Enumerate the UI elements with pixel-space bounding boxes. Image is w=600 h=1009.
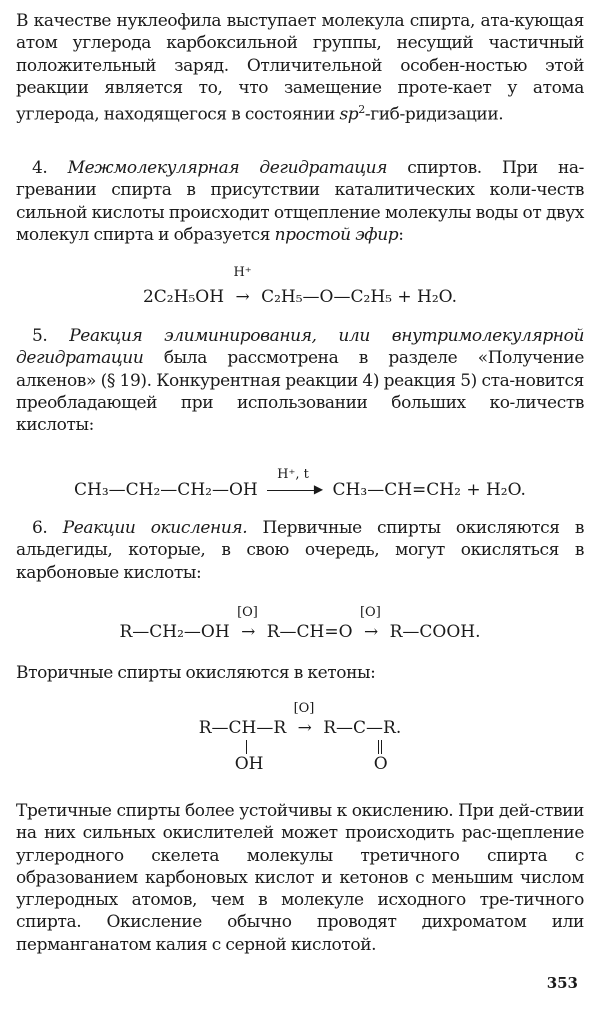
- eq-products: C₂H₅—O—C₂H₅ + H₂O.: [261, 287, 457, 307]
- paragraph-elimination: [16, 325, 584, 436]
- eq-ketone: R—C—R.: [323, 718, 402, 738]
- term-oxidation: Реакции окисления.: [62, 518, 248, 538]
- eq-aldehyde: R—CH=O: [266, 622, 353, 642]
- term-ether: простой эфир: [274, 224, 399, 245]
- item-number: 4.: [32, 158, 48, 178]
- paragraph-text: В качестве нуклеофила выступает молекула спирта, ата-кующая атом углерода карбоксильной группы, несущий частичный положительный заряд. Отличительной особен-ностью этой реакции является то, что замещение проте-кает у атома углерода, находящегося в состоянии: [16, 11, 584, 125]
- reaction-arrow: →: [363, 622, 379, 642]
- eq-reactant: 2C₂H₅OH: [142, 287, 225, 307]
- equation-primary-oxidation: [0, 605, 600, 642]
- paragraph-tertiary: Третичные спирты более устойчивы к окислению. При дей-ствии на них сильных окислителей может происходить рас-щепление углеродного скелета молекулы третичного спирта с образованием карбоновых кислот и кетонов с меньшим числом углеродных атомов, чем в молекуле исходного тре-тичного спирта. Окисление обычно проводят дихроматом или перманганатом калия с серной кислотой.: [16, 801, 584, 955]
- paragraph-text: спиртов. При на-гревании спирта в присутствии каталитических коли-честв сильной кислоты происходит отщепление молекулы воды от двух молекул спирта и образуется: [16, 158, 584, 245]
- eq-primary-alcohol: R—CH₂—OH: [119, 622, 230, 642]
- reaction-arrow: →: [297, 718, 312, 738]
- eq-products: CH₃—CH=CH₂ + H₂O.: [332, 480, 526, 500]
- hybrid-sp: sp: [339, 104, 359, 125]
- term-intermolecular-dehydration: Межмолекулярная дегидратация: [67, 158, 388, 178]
- paragraph-secondary: Вторичные спирты окисляются в кетоны:: [16, 663, 376, 683]
- paragraph-text: была рассмотрена в разделе «Получение алкенов» (§ 19). Конкурентная реакции 4) реакция 5) ста-новится преобладающей при использовании больших ко-личеств кислоты:: [16, 348, 584, 436]
- eq-oxidant: [O]: [293, 701, 315, 716]
- paragraph-oxidation: [16, 517, 584, 584]
- paragraph-intermolecular-dehydration: [16, 157, 584, 246]
- eq-oxidant: [O]: [237, 605, 258, 620]
- hybrid-sup: 2: [358, 103, 365, 117]
- item-number: 5.: [32, 326, 48, 346]
- term-elimination: Реакция элиминирования, или внутримолекулярной дегидратации: [16, 326, 584, 369]
- eq-oxidant: [O]: [359, 605, 381, 620]
- eq-reactant: CH₃—CH₂—CH₂—OH: [74, 480, 258, 500]
- single-bond: [246, 740, 247, 754]
- eq-secondary-alcohol: R—CH—R: [198, 718, 287, 738]
- eq-carboxylic-acid: R—COOH.: [389, 622, 481, 642]
- eq-hydroxyl: OH: [234, 754, 264, 774]
- paragraph-text: Первичные спирты окисляются в альдегиды, которые, в свою очередь, могут окисляться в карбоновые кислоты:: [16, 518, 584, 583]
- double-bond: [378, 740, 382, 754]
- reaction-arrow: →: [235, 287, 250, 307]
- long-reaction-arrow: H⁺, t ▶: [267, 485, 323, 495]
- paragraph-text-end: -гиб-ридизации.: [364, 104, 504, 125]
- equation-secondary-oxidation: [0, 701, 600, 778]
- eq-condition: H⁺: [233, 265, 252, 280]
- eq-condition: H⁺, t: [277, 467, 309, 482]
- punctuation: :: [398, 224, 404, 245]
- equation-ether-formation: [0, 265, 600, 307]
- equation-elimination: [0, 467, 600, 500]
- eq-oxygen: O: [373, 754, 388, 774]
- paragraph-nucleophile: [16, 10, 584, 126]
- reaction-arrow: →: [241, 622, 256, 642]
- page-number: 353: [546, 974, 578, 992]
- item-number: 6.: [32, 518, 48, 538]
